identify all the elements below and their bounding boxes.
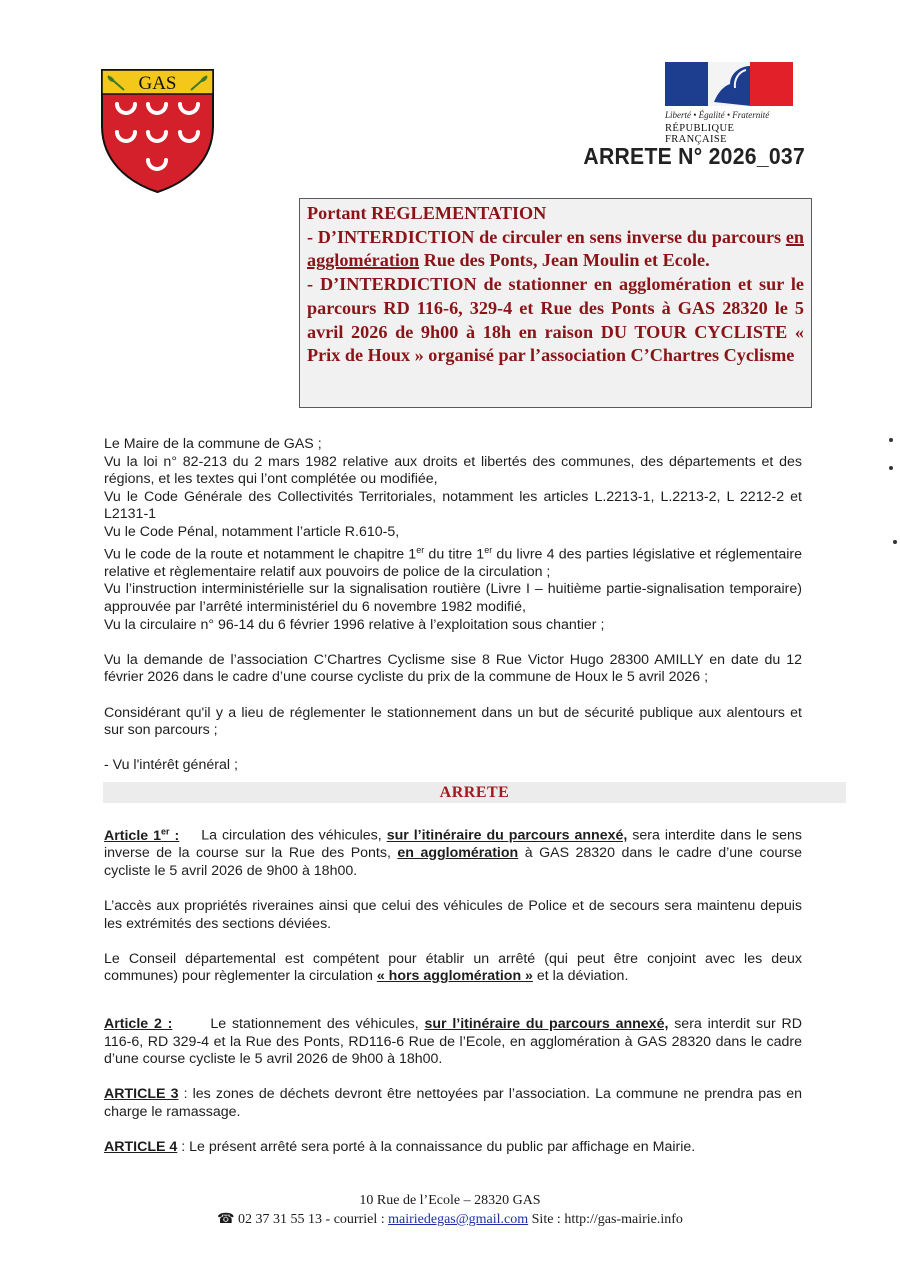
phone-icon: ☎	[217, 1212, 235, 1227]
article-4: ARTICLE 4 : Le présent arrêté sera porté à la connaissance du public par affichage en Mairie.	[104, 1139, 696, 1156]
article-1: Article 1er : La circulation des véhicules, sur l’itinéraire du parcours annexé, sera interdite dans le sens inverse de la course sur la Rue des Ponts, en agglomération à GAS 28320 dans le cadre d’une course cycliste le 5 avril 2026 de 9h00 à 18h00.	[104, 826, 802, 879]
subject-paragraph-circulation: - D’INTERDICTION de circuler en sens inverse du parcours en agglomération Rue des Ponts, Jean Moulin et Ecole.	[307, 226, 804, 271]
vu-cgct: Vu le Code Générale des Collectivités Territoriales, notamment les articles L.2213-1, L.2213-2, L 2212-2 et L2131-1	[104, 488, 802, 523]
article-1-acces: L’accès aux propriétés riveraines ainsi que celui des véhicules de Police et de secours sera maintenu depuis les extrémités des sections déviées.	[104, 898, 802, 932]
marianne-flag-icon	[665, 62, 793, 106]
subject-line-1: Portant REGLEMENTATION	[307, 203, 547, 223]
footer-email-link[interactable]: mairiedegas@gmail.com	[388, 1212, 529, 1227]
arrete-heading: ARRETE	[103, 782, 846, 803]
vu-circulaire: Vu la circulaire n° 96-14 du 6 février 1996 relative à l’exploitation sous chantier ;	[104, 616, 605, 633]
vu-instruction: Vu l’instruction interministérielle sur la signalisation routière (Livre I – huitième partie-signalisation temporaire) approuvée par l’arrêté interministériel du 6 novembre 1982 modifié,	[104, 581, 802, 616]
footer-address: 10 Rue de l’Ecole – 28320 GAS	[359, 1193, 541, 1208]
subject-paragraph-stationnement: - D’INTERDICTION de stationner en agglomération et sur le parcours RD 116-6, 329-4 et Rue des Ponts à GAS 28320 le 5 avril 2026 de 9h00 à 18h en raison DU TOUR CYCLISTE « Prix de Houx » organisé par l’association C’Chartres Cyclisme	[307, 274, 804, 366]
vu-interet-general: - Vu l'intérêt général ;	[104, 757, 238, 774]
vu-loi-1982: Vu la loi n° 82-213 du 2 mars 1982 relative aux droits et libertés des communes, des départements et des régions, et les textes qui l’ont complétée ou modifiée,	[104, 453, 802, 488]
articles-1	[104, 823, 802, 986]
vu-code-penal: Vu le Code Pénal, notamment l’article R.610-5,	[104, 523, 400, 540]
republique-francaise-logo	[665, 62, 797, 145]
article-2-label: Article 2 :	[104, 1016, 173, 1032]
vu-code-route: Vu le code de la route et notamment le chapitre 1er du titre 1er du livre 4 des parties législative et réglementaire relative et règlementaire relatif aux pouvoirs de police de la circulation ;	[104, 544, 802, 580]
rf-motto: Liberté • Égalité • Fraternité	[665, 110, 770, 120]
scan-mark	[889, 438, 893, 442]
article-3: ARTICLE 3 : les zones de déchets devront être nettoyées par l’association. La commune ne prendra pas en charge le ramassage.	[104, 1086, 802, 1120]
preamble	[104, 436, 802, 775]
footer-phone: 02 37 31 55 13	[238, 1212, 323, 1227]
vu-demande: Vu la demande de l’association C’Chartres Cyclisme sise 8 Rue Victor Hugo 28300 AMILLY en date du 12 février 2026 dans le cadre d’une course cycliste du prix de la commune de Houx le 5 avril 2026 ;	[104, 651, 802, 686]
rf-republique: RÉPUBLIQUE FRANÇAISE	[665, 123, 735, 145]
footer-site[interactable]: http://gas-mairie.info	[564, 1212, 683, 1227]
article-1-label: Article 1er :	[104, 826, 180, 844]
scan-mark	[893, 540, 897, 544]
considerant: Considérant qu'il y a lieu de réglementer le stationnement dans un but de sécurité publique aux alentours et sur son parcours ;	[104, 704, 802, 739]
article-4-label: ARTICLE 4	[104, 1139, 178, 1156]
article-2: Article 2 : Le stationnement des véhicules, sur l’itinéraire du parcours annexé, sera interdit sur RD 116-6, RD 329-4 et la Rue des Ponts, RD116-6 Rue de l’Ecole, en agglomération à GAS 28320 dans le cadre d’une course cycliste le 5 avril 2026 de 9h00 à 18h00.	[104, 1016, 802, 1068]
article-1-conseil: Le Conseil départemental est compétent pour établir un arrêté (qui peut être conjoint avec les deux communes) pour règlementer la circulation « hors agglomération » et la déviation.	[104, 950, 802, 985]
gas-coat-of-arms	[100, 68, 215, 194]
subject-box	[299, 198, 812, 408]
maire-line: Le Maire de la commune de GAS ;	[104, 436, 322, 452]
footer-contact: ☎ 02 37 31 55 13 - courriel : mairiedegas@gmail.com Site : http://gas-mairie.info	[217, 1212, 683, 1227]
articles-2	[104, 1016, 802, 1157]
arrete-number: ARRETE N° 2026_037	[583, 143, 805, 169]
svg-text:GAS: GAS	[138, 73, 177, 94]
scan-mark	[889, 466, 893, 470]
article-3-label: ARTICLE 3	[104, 1086, 179, 1103]
